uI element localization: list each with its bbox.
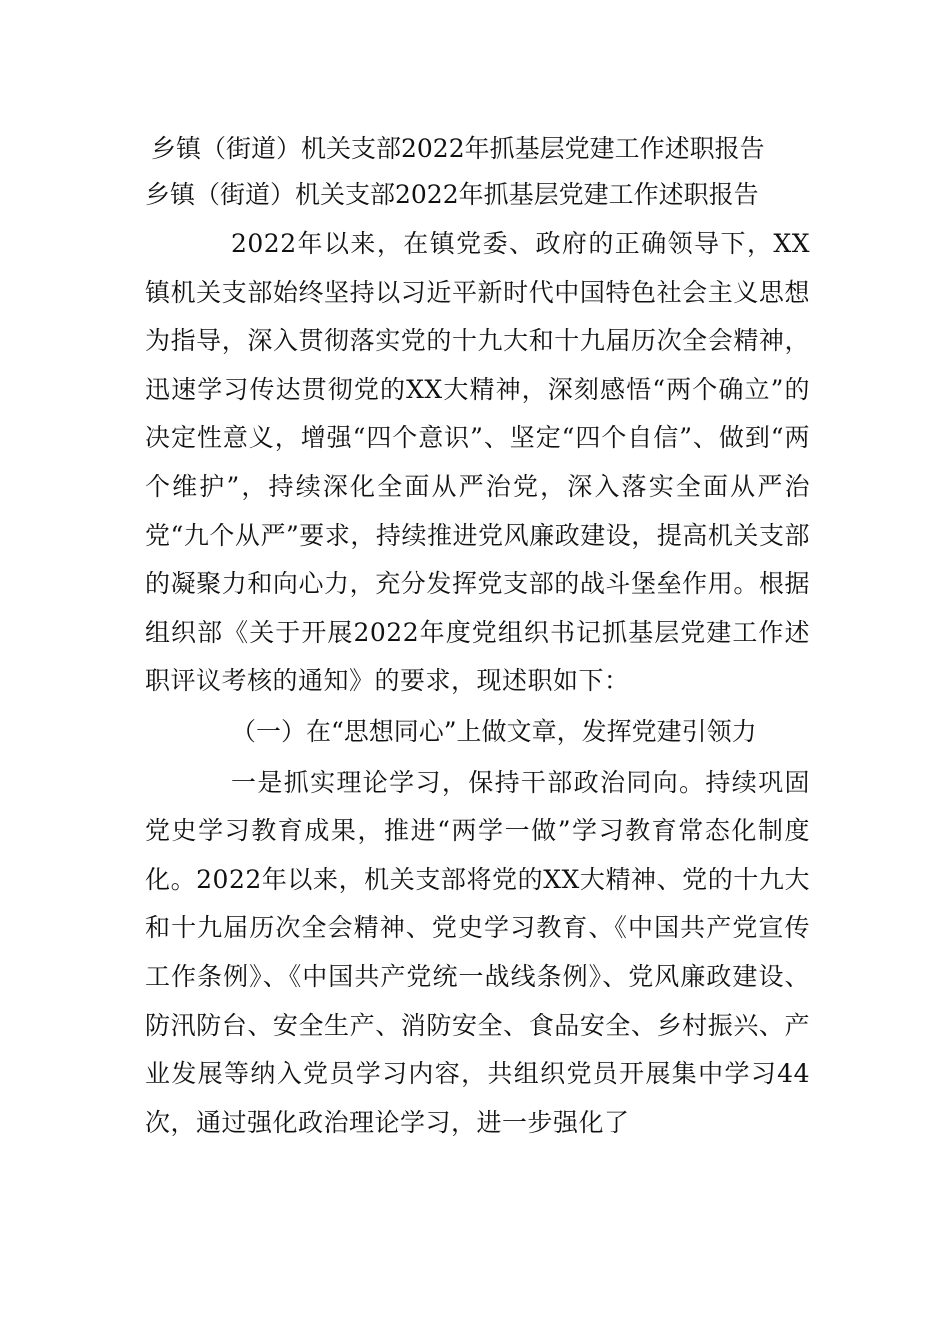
section-1-heading: （一）在“思想同心”上做文章，发挥党建引领力 [231, 716, 757, 746]
intro-paragraph: 2022年以来，在镇党委、政府的正确领导下，XX镇机关支部始终坚持以习近平新时代中国特色社会主义思想为指导，深入贯彻落实党的十九大和十九届历次全会精神，迅速学习传达贯彻党的XX大精神，深刻感悟“两个确立”的决定性意义，增强“四个意识”、坚定“四个自信”、做到“两个维护”，持续深化全面从严治党，深入落实全面从严治党“九个从严”要求，持续推进党风廉政建设，提高机关支部的凝聚力和向心力，充分发挥党支部的战斗堡垒作用。根据组织部《关于开展2022年度党组织书记抓基层党建工作述职评议考核的通知》的要求，现述职如下： [145, 229, 810, 696]
document-title-line-2: 乡镇（街道）机关支部2022年抓基层党建工作述职报告 [145, 180, 759, 209]
section-1-paragraph: 一是抓实理论学习，保持干部政治同向。持续巩固党史学习教育成果，推进“两学一做”学习教育常态化制度化。2022年以来，机关支部将党的XX大精神、党的十九大和十九届历次全会精神、党史学习教育、《中国共产党宣传工作条例》、《中国共产党统一战线条例》、党风廉政建设、防汛防台、安全生产、消防安全、食品安全、乡村振兴、产业发展等纳入党员学习内容，共组织党员开展集中学习44次，通过强化政治理论学习，进一步强化了 [145, 767, 810, 1137]
document-body [145, 126, 810, 1147]
document-title-line-1: 乡镇（街道）机关支部2022年抓基层党建工作述职报告 [151, 134, 765, 163]
